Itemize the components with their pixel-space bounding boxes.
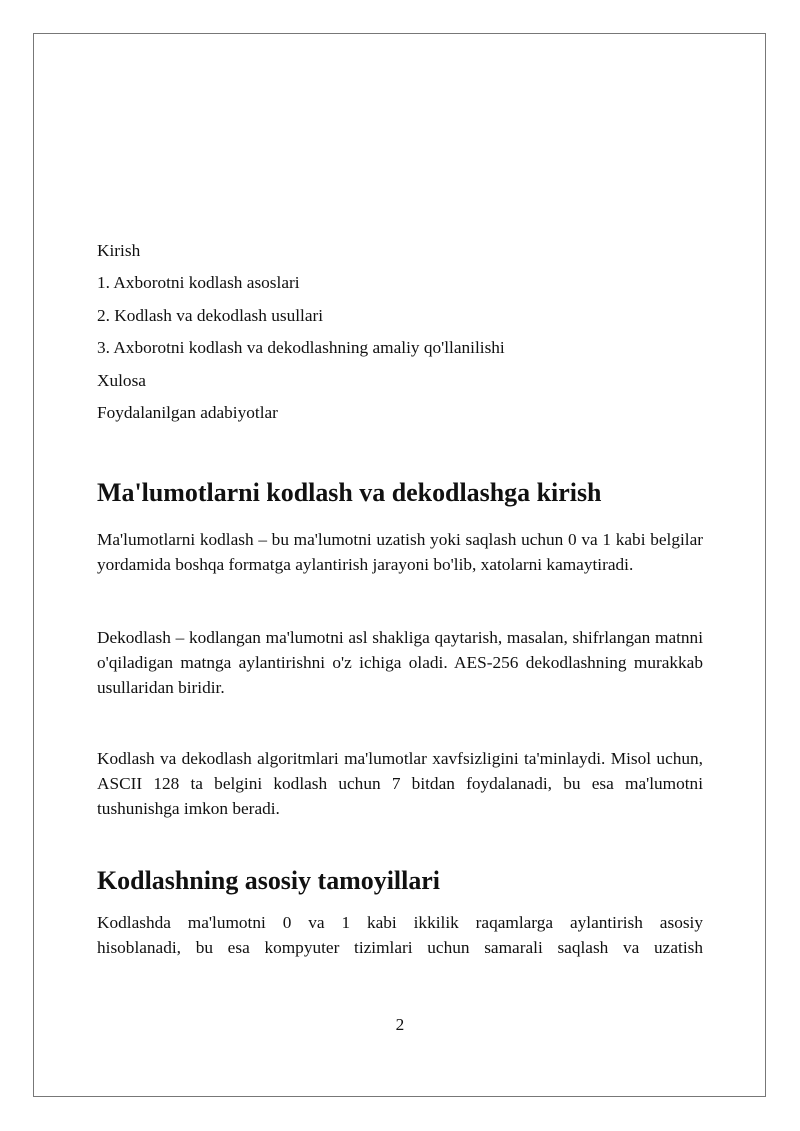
paragraph-principles — [97, 910, 703, 960]
section-heading-introduction: Ma'lumotlarni kodlash va dekodlashga kirish — [97, 477, 602, 507]
paragraph-encoding-definition: Ma'lumotlarni kodlash – bu ma'lumotni uzatish yoki saqlash uchun 0 va 1 kabi belgilar yordamida boshqa formatga aylantirish jarayoni bo'lib, xatolarni kamaytiradi. — [97, 529, 703, 574]
toc-item-references: Foydalanilgan adabiyotlar — [97, 402, 278, 422]
paragraph-decoding-definition: Dekodlash – kodlangan ma'lumotni asl shakliga qaytarish, masalan, shifrlangan matnni o'qiladigan matnga aylantirishni o'z ichiga oladi. AES-256 dekodlashning murakkab usullaridan biridir. — [97, 627, 703, 697]
toc-item-chapter-3: 3. Axborotni kodlash va dekodlashning amaliy qo'llanilishi — [97, 338, 505, 358]
table-of-contents — [97, 240, 703, 424]
page-number: 2 — [395, 1015, 405, 1034]
section-heading-principles: Kodlashning asosiy tamoyillari — [97, 865, 441, 895]
toc-item-chapter-2: 2. Kodlash va dekodlash usullari — [97, 305, 324, 325]
paragraph-algorithms-security: Kodlash va dekodlash algoritmlari ma'lumotlar xavfsizligini ta'minlaydi. Misol uchun, ASCII 128 ta belgini kodlash uchun 7 bitdan foydalanadi, bu esa ma'lumotni tushunishga imkon beradi. — [97, 748, 703, 818]
toc-item-chapter-1: 1. Axborotni kodlash asoslari — [97, 273, 300, 293]
toc-item-introduction: Kirish — [97, 241, 141, 260]
paragraph-principles-line-1: Kodlashda ma'lumotni 0 va 1 kabi ikkilik raqamlarga aylantirish asosiy — [97, 912, 703, 932]
document-content — [97, 240, 703, 960]
toc-item-conclusion: Xulosa — [97, 370, 146, 390]
paragraph-principles-line-2: hisoblanadi, bu esa kompyuter tizimlari uchun samarali saqlash va uzatish — [97, 937, 703, 957]
